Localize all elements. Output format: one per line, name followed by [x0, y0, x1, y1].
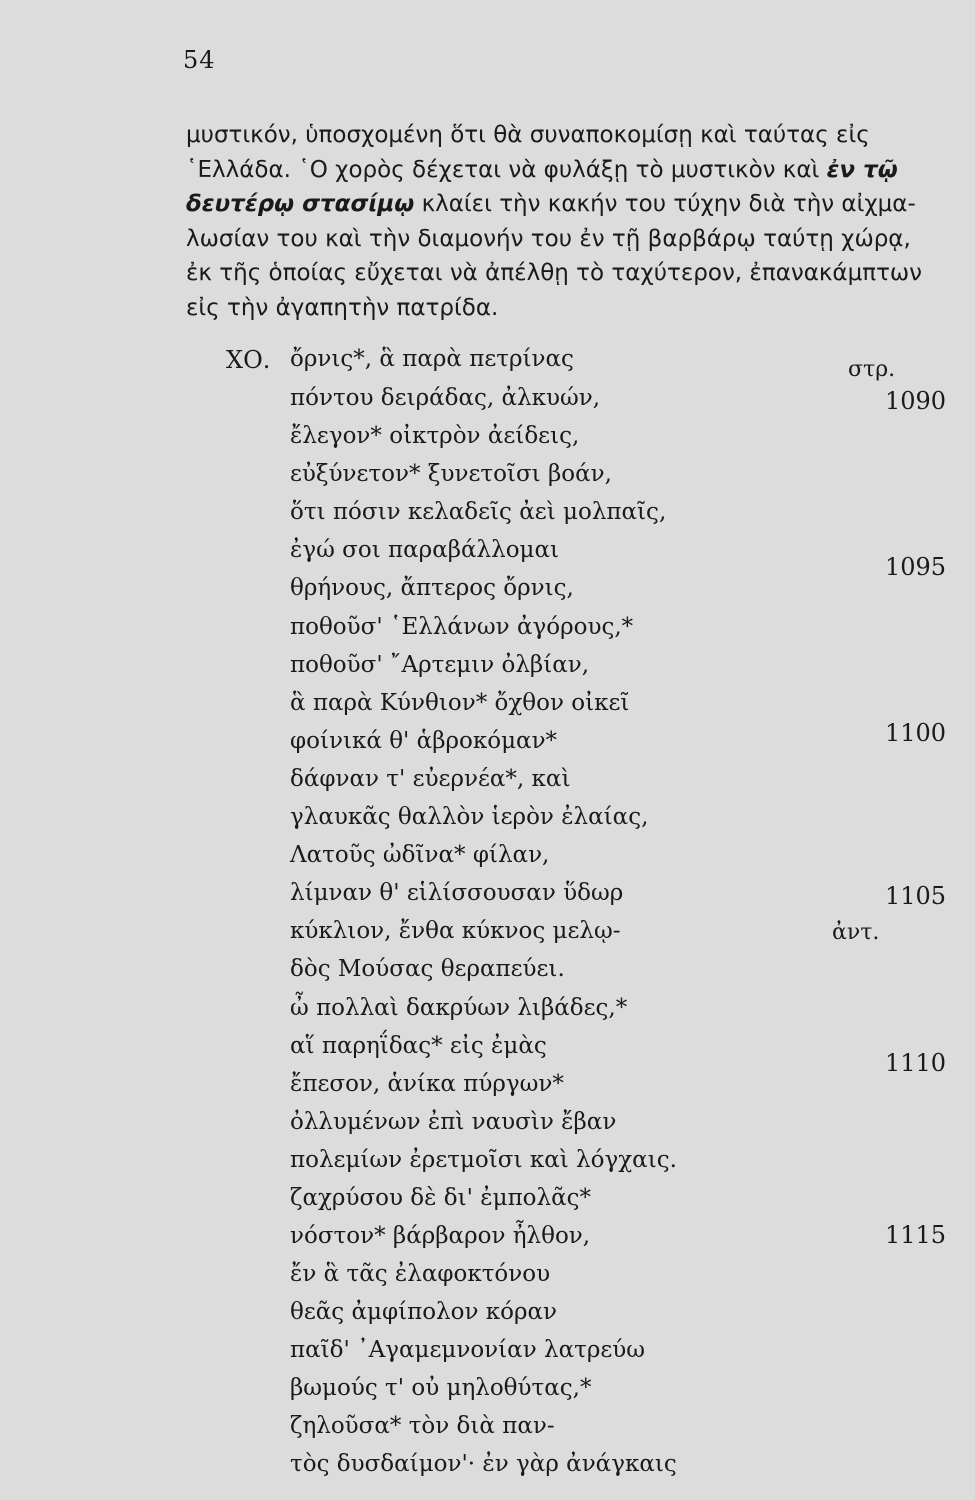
verse-line: εὐξύνετον* ξυνετοῖσι βοάν, [290, 461, 612, 487]
intro-text: κλαίει τὴν κακήν του τύχην διὰ τὴν αἰχμα- [414, 191, 916, 217]
verse-line: πολεμίων ἐρετμοῖσι καὶ λόγχαις. [290, 1147, 677, 1173]
verse-line: ἔλεγον* οἰκτρὸν ἀείδεις, [290, 423, 580, 449]
intro-line [186, 187, 975, 222]
verse-line: ἔπεσον, ἁνίκα πύργων* [290, 1071, 564, 1097]
verse-line: παῖδ' ᾿Αγαμεμνονίαν λατρεύω [290, 1337, 646, 1363]
verse-line: ὀλλυμένων ἐπὶ ναυσὶν ἔβαν [290, 1109, 617, 1135]
line-number: 1110 [885, 1049, 947, 1077]
verse-line: δὸς Μούσας θεραπεύει. [290, 956, 565, 982]
intro-paragraph [186, 118, 975, 325]
verse-line: βωμούς τ' οὐ μηλοθύτας,* [290, 1375, 592, 1401]
intro-line: μυστικόν, ὑποσχομένη ὅτι θὰ συναποκομίσῃ καὶ ταύτας εἰς [186, 122, 870, 148]
verse-line: τὸς δυσδαίμον'· ἐν γὰρ ἀνάγκαις [290, 1451, 677, 1477]
intro-emphasis: ἐν τῷ [826, 156, 898, 183]
intro-text: ῾Ελλάδα. ῾Ο χορὸς δέχεται νὰ φυλάξῃ τὸ μυστικὸν καὶ [186, 156, 827, 183]
intro-emphasis: δευτέρῳ στασίμῳ [186, 191, 415, 217]
verse-line: ἐγώ σοι παραβάλλομαι [290, 537, 560, 563]
line-number: 1115 [885, 1221, 947, 1249]
verse-line: ζηλοῦσα* τὸν διὰ παν- [290, 1413, 555, 1439]
verse-line: κύκλιον, ἔνθα κύκνος μελῳ- [290, 918, 621, 944]
verse-line: ἃ παρὰ Κύνθιον* ὄχθον οἰκεῖ [290, 690, 630, 716]
verse-line: γλαυκᾶς θαλλὸν ἱερὸν ἐλαίας, [290, 804, 649, 830]
verse-line: θεᾶς ἀμφίπολον κόραν [290, 1299, 558, 1325]
intro-line: λωσίαν του καὶ τὴν διαμονήν του ἐν τῇ βαρβάρῳ ταύτῃ χώρᾳ, [186, 225, 911, 252]
intro-line: ἐκ τῆς ὁποίας εὔχεται νὰ ἀπέλθῃ τὸ ταχύτερον, ἐπανακάμπτων [186, 260, 923, 286]
speaker-label: ΧΟ. [226, 346, 271, 374]
verse-line: ὦ πολλαὶ δακρύων λιβάδες,* [290, 995, 628, 1021]
verse-line: πόντου δειράδας, ἀλκυών, [290, 385, 601, 411]
verse-line: ὅτι πόσιν κελαδεῖς ἀεὶ μολπαῖς, [290, 499, 667, 525]
verse-line: νόστον* βάρβαρον ἦλθον, [290, 1223, 591, 1249]
intro-line: εἰς τὴν ἀγαπητὴν πατρίδα. [186, 294, 499, 321]
intro-line [186, 153, 975, 188]
verse-line: αἵ παρηΐδας* εἰς ἐμὰς [290, 1033, 547, 1059]
verse-line: φοίνικά θ' ἁβροκόμαν* [290, 728, 558, 754]
line-number: 1090 [885, 387, 947, 415]
line-number: 1105 [885, 882, 947, 910]
antistrophe-marker: ἀντ. [832, 920, 880, 945]
verse-line: ποθοῦσ' ῎Αρτεμιν ὀλβίαν, [290, 652, 590, 678]
verse-line: Λατοῦς ὠδῖνα* φίλαν, [290, 842, 550, 868]
verse-line: λίμναν θ' εἱλίσσουσαν ὕδωρ [290, 880, 624, 906]
verse-line: ἔν ἃ τᾶς ἐλαφοκτόνου [290, 1261, 551, 1287]
line-number: 1100 [885, 719, 947, 747]
verse-line: ὄρνις*, ἃ παρὰ πετρίνας [290, 346, 574, 372]
verse-line: ζαχρύσου δὲ δι' ἐμπολᾶς* [290, 1185, 592, 1211]
line-number: 1095 [885, 553, 947, 581]
page-number: 54 [183, 46, 216, 74]
strophe-marker: στρ. [848, 357, 896, 382]
verse-line: θρήνους, ἄπτερος ὄρνις, [290, 575, 574, 601]
verse-line: ποθοῦσ' ῾Ελλάνων ἀγόρους,* [290, 614, 634, 640]
verse-line: δάφναν τ' εὐερνέα*, καὶ [290, 766, 571, 792]
